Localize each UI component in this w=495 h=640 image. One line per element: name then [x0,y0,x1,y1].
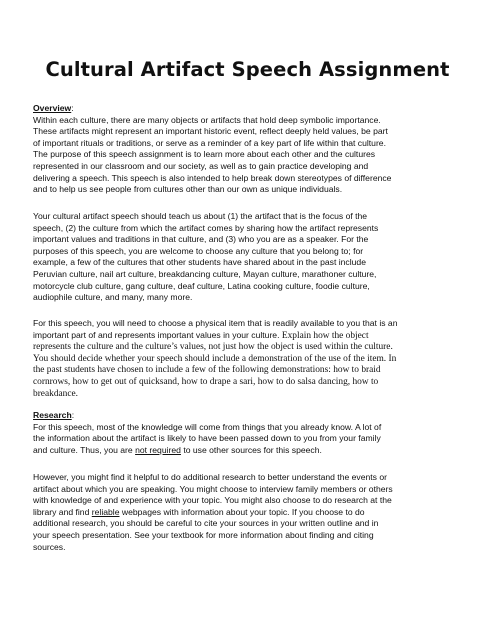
paragraph-line: important values and traditions in that culture, and (3) who you are as a speaker. For the [33,234,369,245]
research-heading: Research [33,410,72,420]
additional-research-paragraph [33,472,473,553]
paragraph-text-serif: Explain how the object [281,330,369,341]
overview-heading-colon: : [71,103,74,113]
paragraph-line: artifact about which you are speaking. You might choose to interview family members or others [33,483,393,494]
overview-line: and to help us see people from cultures other than our own as unique individuals. [33,184,343,195]
paragraph-line: speech, (2) the culture from which the artifact comes by sharing how the artifact represents [33,222,379,233]
not-required-emphasis: not required [135,444,181,455]
overview-line: The purpose of this speech assignment is to learn more about each other and the cultures [33,149,376,160]
research-line: the information about the artifact is likely to have been passed down to you from your family [33,433,381,444]
overview-line: These artifacts might represent an important historic event, reflect deeply held values, be part [33,126,388,137]
paragraph-line-serif: represents the culture and the culture’s values, not just how the object is used within the culture. [33,342,393,353]
research-heading-colon: : [71,410,75,420]
paragraph-line: Peruvian culture, nail art culture, breakdancing culture, Mayan culture, marathoner culture, [33,268,377,279]
research-line-mixed [33,445,473,457]
paragraph-line-serif: the past students have chosen to include a few of the following demonstrations: how to braid [33,365,381,376]
overview-line: delivering a speech. This speech is also intended to help break down stereotypes of difference [33,172,392,183]
paragraph-line: with knowledge of and experience with your topic. You might also choose to do research at the [33,495,392,506]
paragraph-line: additional research, you should be careful to cite your sources in your written outline and in [33,518,379,529]
research-line: For this speech, most of the knowledge will come from things that you already know. A lot of [33,421,382,432]
research-heading-line [33,410,473,422]
overview-section [33,103,473,196]
paragraph-line-serif: cornrows, how to get out of quicksand, how to drape a sari, how to do salsa dancing, how to [33,376,379,387]
paragraph-text: webpages with information about your topic. If you choose to do [119,506,365,517]
paragraph-line: example, a few of the cultures that other students have shared about in the past include [33,257,366,268]
paragraph-line: sources. [33,541,66,552]
paragraph-line: audiophile culture, and many, many more. [33,292,193,303]
speech-content-paragraph [33,211,473,304]
paragraph-line: motorcycle club culture, gang culture, deaf culture, Latina cooking culture, foodie culture, [33,280,370,291]
paragraph-line-serif: You should decide whether your speech should include a demonstration of the use of the item. In [33,353,397,364]
research-section [33,410,473,456]
overview-line: Within each culture, there are many objects or artifacts that hold deep symbolic importance. [33,114,381,125]
reliable-emphasis: reliable [91,506,120,517]
overview-heading: Overview [33,103,72,113]
paragraph-line-mixed [33,507,473,519]
artifact-choice-paragraph [33,318,473,400]
page-title: Cultural Artifact Speech Assignment [45,58,450,81]
paragraph-line: your speech presentation. See your textbook for more information about finding and citing [33,529,374,540]
paragraph-text: important part of and represents important values in your culture. [33,329,280,340]
overview-heading-line [33,103,473,115]
paragraph-line: For this speech, you will need to choose a physical item that is readily available to you that is an [33,318,398,328]
overview-line: represented in our classroom and our society, as well as to gain practice developing and [33,160,369,171]
paragraph-line-serif: breakdance. [33,388,79,399]
paragraph-text: library and find [33,506,92,517]
paragraph-line: Your cultural artifact speech should teach us about (1) the artifact that is the focus of the [33,211,368,221]
paragraph-line-mixed [33,330,473,343]
paragraph-line: purposes of this speech, you are welcome to choose any culture that you belong to; for [33,245,364,256]
paragraph-line: However, you might find it helpful to do additional research to better understand the events or [33,472,387,482]
research-text: to use other sources for this speech. [180,444,322,455]
research-text: and culture. Thus, you are [33,444,136,455]
overview-line: of important rituals or traditions, or serve as a reminder of a key part of life within that culture. [33,137,386,148]
